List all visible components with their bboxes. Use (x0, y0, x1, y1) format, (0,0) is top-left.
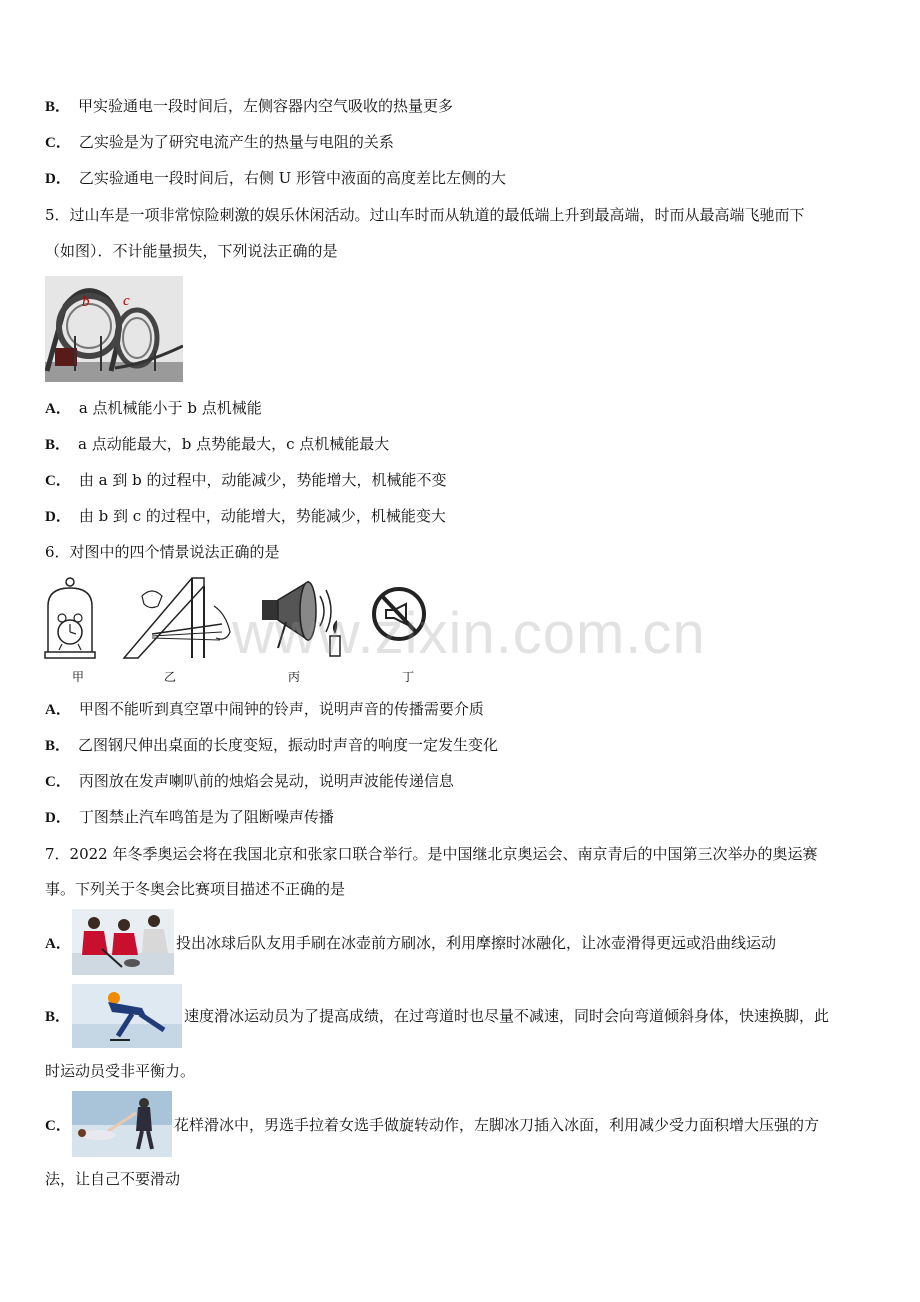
curling-photo (72, 909, 174, 975)
q5-option-a: A． a 点机械能小于 b 点机械能 (45, 399, 262, 417)
watermark: www.zixin.com.cn (232, 601, 706, 666)
q6-stem: 6．对图中的四个情景说法正确的是 (45, 543, 280, 561)
q6-option-b: B． 乙图钢尺伸出桌面的长度变短，振动时声音的响度一定发生变化 (45, 736, 499, 754)
caption-yi: 乙 (164, 670, 177, 684)
q4-option-d: D． 乙实验通电一段时间后，右侧 U 形管中液面的高度差比左侧的大 (45, 169, 507, 187)
q5-stem-line1: 5．过山车是一项非常惊险刺激的娱乐休闲活动。过山车时而从轨道的最低端上升到最高端，时而从最高端飞驰而下 (45, 206, 805, 224)
q7-option-b-text-cont: 时运动员受非平衡力。 (45, 1062, 196, 1080)
q5-option-c: C． 由 a 到 b 的过程中，动能减少，势能增大，机械能不变 (45, 471, 447, 489)
label-b: b (82, 294, 90, 310)
q6-option-a: A． 甲图不能听到真空罩中闹钟的铃声，说明声音的传播需要介质 (45, 700, 484, 718)
label-c: c (123, 293, 130, 309)
speed-skating-photo (72, 984, 182, 1048)
figure-skating-photo (72, 1091, 172, 1157)
q7-option-c-text: 花样滑冰中，男选手拉着女选手做旋转动作，左脚冰刀插入冰面，利用减少受力面积增大压强的方 (174, 1116, 820, 1134)
q4-option-b: B． 甲实验通电一段时间后，左侧容器内空气吸收的热量更多 (45, 97, 454, 115)
caption-jia: 甲 (72, 670, 85, 684)
q5-stem-line2: （如图）．不计能量损失，下列说法正确的是 (45, 242, 338, 260)
q7-option-c-text-cont: 法，让自己不要滑动 (45, 1170, 181, 1188)
q7-option-a-text: 投出冰球后队友用手刷在冰壶前方刷冰，利用摩擦时冰融化，让冰壶滑得更远或沿曲线运动 (176, 934, 777, 952)
q7-option-a-letter: A． (45, 936, 71, 952)
roller-coaster-figure (45, 276, 183, 382)
caption-ding: 丁 (402, 670, 415, 684)
caption-bing: 丙 (288, 670, 301, 684)
q6-option-c: C． 丙图放在发声喇叭前的烛焰会晃动，说明声波能传递信息 (45, 772, 454, 790)
q5-option-d: D． 由 b 到 c 的过程中，动能增大，势能减少，机械能变大 (45, 507, 446, 525)
q7-stem-line1: 7．2022 年冬季奥运会将在我国北京和张家口联合举行。是中国继北京奥运会、南京青后的中国第三次举办的奥运赛 (45, 845, 818, 863)
q7-option-b-letter: B． (45, 1009, 71, 1025)
q6-option-d: D． 丁图禁止汽车鸣笛是为了阻断噪声传播 (45, 808, 334, 826)
q7-stem-line2: 事。下列关于冬奥会比赛项目描述不正确的是 (45, 880, 346, 898)
ruler-table-figure (122, 576, 234, 660)
q4-option-c: C． 乙实验是为了研究电流产生的热量与电阻的关系 (45, 133, 394, 151)
q7-option-c-letter: C． (45, 1118, 71, 1134)
bell-jar-clock-figure (44, 576, 96, 660)
q7-option-b-text: 速度滑冰运动员为了提高成绩，在过弯道时也尽量不减速，同时会向弯道倾斜身体，快速换脚，此 (184, 1007, 830, 1025)
q5-option-b: B． a 点动能最大，b 点势能最大，c 点机械能最大 (45, 435, 390, 453)
